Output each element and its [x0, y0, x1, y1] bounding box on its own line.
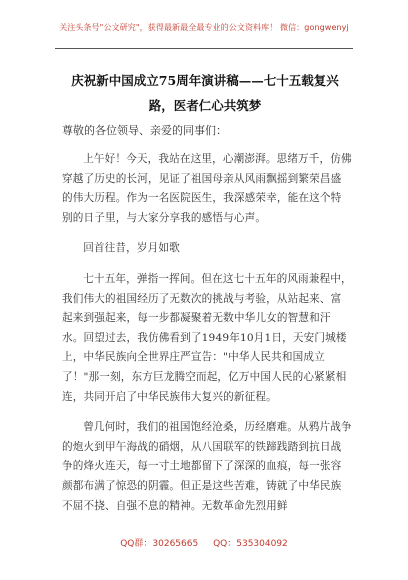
footer-qq-group: QQ群：30265665: [120, 539, 199, 549]
paragraph: 上午好！今天，我站在这里，心潮澎湃。思绪万千，仿佛穿越了历史的长河，见证了祖国母亲从风雨飘摇到繁荣昌盛的伟大历程。作为一名医院医生，我深感荣幸，能在这个特别的日子里，与大家分享我的感悟与心声。: [62, 153, 352, 224]
paragraph: 曾几何时，我们的祖国饱经沧桑，历经磨难。从鸦片战争的炮火到甲午海战的硝烟，从八国联军的铁蹄践踏到抗日战争的烽火连天，每一寸土地都留下了深深的血痕，每一张容颜都布满了惊恐的阴霾。但正是这些苦难，铸就了中华民族不屈不挠、自强不息的精神。无数革命先烈用鲜: [62, 421, 352, 512]
page-header: 关注头条号"公文研究"，获得最新最全最专业的公文资料库！ 微信：gongwenyj: [59, 23, 349, 32]
greeting: 尊敬的各位领导、亲爱的同事们：: [62, 124, 227, 137]
section-subheading: 回首往昔，岁月如歌: [83, 242, 180, 255]
header-divider: [55, 48, 353, 49]
document-title: 庆祝新中国成立75周年演讲稿——七十五载复兴路，医者仁心共筑梦: [71, 73, 339, 113]
footer-qq: QQ：535304092: [213, 539, 288, 549]
page-footer: [0, 536, 408, 549]
paragraph: 七十五年，弹指一挥间。但在这七十五年的风雨兼程中，我们伟大的祖国经历了无数次的挑战与考验，从站起来、富起来到强起来，每一步都凝聚着无数中华儿女的智慧和汗水。回望过去，我仿佛看到了1949年10月1日，天安门城楼上，中华民族向全世界庄严宣告："中华人民共和国成立了！"那一刻，东方巨龙腾空而起，亿万中国人民的心紧紧相连，共同开启了中华民族伟大复兴的新征程。: [62, 272, 352, 403]
document-body: [62, 150, 352, 527]
